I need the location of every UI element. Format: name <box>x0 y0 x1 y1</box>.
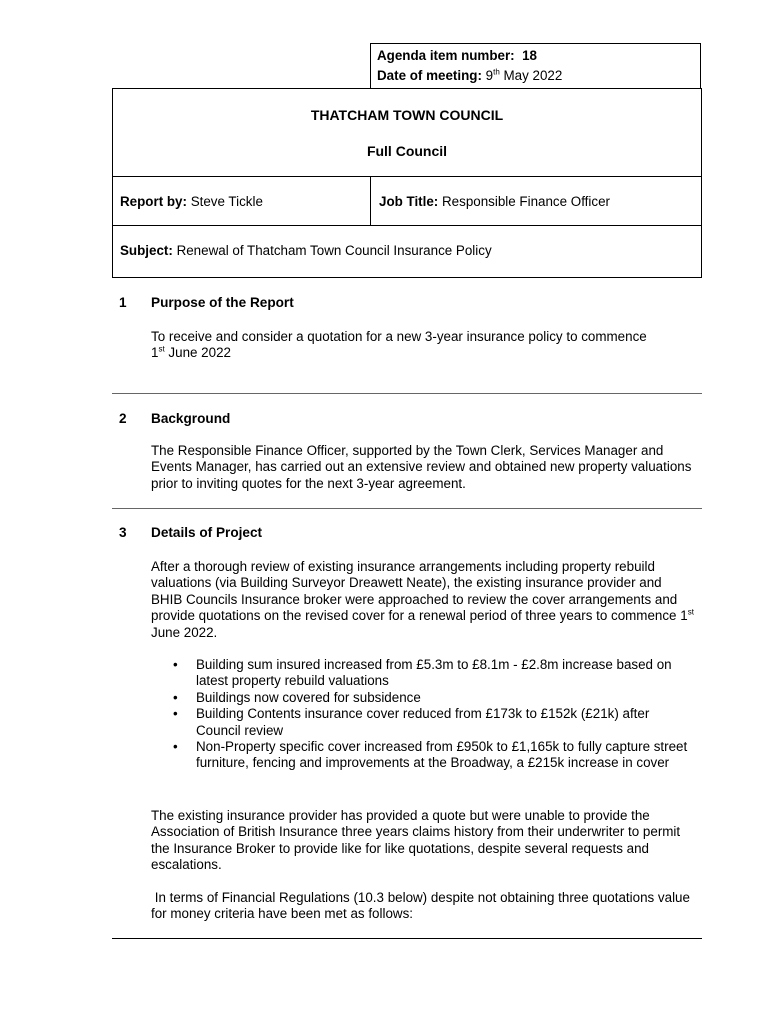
report-header-table <box>112 88 702 278</box>
list-item <box>151 706 696 739</box>
report-row <box>113 177 701 226</box>
page-bottom-rule <box>112 938 702 939</box>
section-1-date-day: 1 <box>151 345 159 361</box>
section-2-number: 2 <box>119 411 127 426</box>
section-1-date-suffix: st <box>158 344 165 354</box>
bullet-icon: • <box>173 689 178 705</box>
section-3-date-rest: June 2022. <box>151 624 218 640</box>
list-item <box>151 739 696 772</box>
meeting-date-suffix: th <box>493 67 500 77</box>
list-item-text: Building Contents insurance cover reduced from £173k to £152k (£21k) after Council review <box>196 706 650 738</box>
title-area <box>113 89 701 177</box>
section-3-title: Details of Project <box>151 525 263 540</box>
section-1-text <box>151 329 696 362</box>
agenda-item-line <box>377 46 694 66</box>
meeting-date-label: Date of meeting: <box>377 68 482 83</box>
section-3-number: 3 <box>119 525 127 540</box>
section-3-para-3: In terms of Financial Regulations (10.3 below) despite not obtaining three quotations value for money criteria have been met as follows: <box>151 890 694 922</box>
meeting-date-rest: May 2022 <box>503 68 563 83</box>
job-title-cell <box>371 177 610 209</box>
list-item-text: Non-Property specific cover increased from £950k to £1,165k to fully capture street furniture, fencing and improvements at the Broadway, a £215k increase in cover <box>196 739 688 771</box>
meeting-name: Full Council <box>366 143 448 159</box>
section-3-date-day: 1 <box>680 608 688 624</box>
subject-label: Subject: <box>120 243 173 258</box>
meeting-date-line <box>377 66 694 86</box>
job-title-value: Responsible Finance Officer <box>442 194 610 209</box>
list-item-text: Buildings now covered for subsidence <box>196 689 421 705</box>
section-1-number: 1 <box>119 295 127 310</box>
agenda-item-label: Agenda item number: <box>377 48 515 63</box>
subject-value: Renewal of Thatcham Town Council Insurance Policy <box>176 243 492 258</box>
report-by-value: Steve Tickle <box>190 194 263 209</box>
council-name: THATCHAM TOWN COUNCIL <box>310 107 504 123</box>
section-3-para-2: The existing insurance provider has provided a quote but were unable to provide the Association of British Insurance three years claims history from their underwriter to permit the Insurance Broker to provide like for like quotations, despite several requests and escalations. <box>151 808 681 873</box>
subject-row <box>120 243 492 258</box>
meeting-date-day: 9 <box>485 68 494 83</box>
section-3-intro <box>151 559 696 641</box>
list-item <box>151 657 696 690</box>
section-3-intro-text: After a thorough review of existing insurance arrangements including property rebuild valuations (via Building Surveyor Dreawett Neate), the existing insurance provider and BHIB Councils Insurance broker were approached to review the cover arrangements and provide quotations on the revised cover for a renewal period of three years to commence <box>151 559 678 624</box>
section-1-title: Purpose of the Report <box>151 295 294 310</box>
bullet-icon: • <box>173 739 178 755</box>
section-2-title: Background <box>151 411 231 426</box>
job-title-label: Job Title: <box>379 194 439 209</box>
report-by-label: Report by: <box>120 194 187 209</box>
list-item-text: Building sum insured increased from £5.3m to £8.1m - £2.8m increase based on latest property rebuild valuations <box>196 657 672 689</box>
bullet-icon: • <box>173 657 178 672</box>
section-divider <box>112 508 702 509</box>
section-1-date-rest: June 2022 <box>168 345 231 361</box>
list-item <box>151 690 696 706</box>
agenda-meta-box <box>370 43 701 88</box>
agenda-item-value: 18 <box>522 48 537 63</box>
section-2-text: The Responsible Finance Officer, supported by the Town Clerk, Services Manager and Events Manager, has carried out an extensive review and obtained new property valuations prior to inviting quotes for the next 3-year agreement. <box>151 443 692 491</box>
report-by-cell <box>113 177 371 225</box>
section-3-date-suffix: st <box>687 607 694 617</box>
section-divider <box>112 393 702 394</box>
bullet-icon: • <box>173 706 178 722</box>
section-1-text-a: To receive and consider a quotation for a new 3-year insurance policy to commence <box>151 329 647 344</box>
cover-changes-list <box>151 657 696 772</box>
